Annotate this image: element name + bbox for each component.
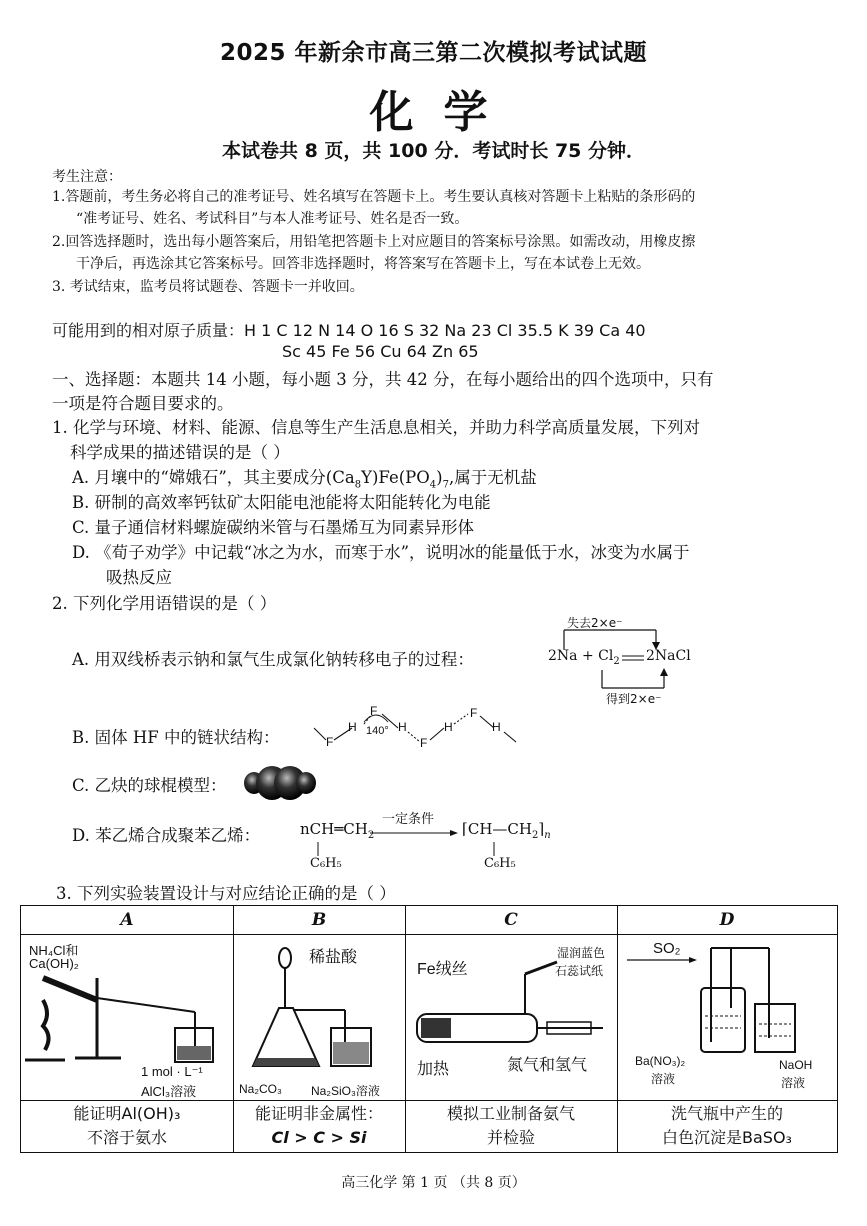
reagent-label: Ba(NO₃)₂ xyxy=(635,1054,686,1068)
notice-item-2b: 干净后，再选涂其它答案标号。回答非选择题时，将答案写在答题卡上，写在本试卷上无效。 xyxy=(76,256,650,272)
polystyrene-substituent: C₆H₅ xyxy=(484,856,516,871)
hf-atom-f4: F xyxy=(470,706,478,720)
notice-title: 考生注意： xyxy=(52,169,122,185)
equation-left: $2Na + Cl_2$ xyxy=(548,648,620,667)
hf-atom-f3: F xyxy=(420,736,428,750)
q2-option-c: C. 乙炔的球棍模型： xyxy=(72,776,227,795)
q1-stem-2: 科学成果的描述错误的是（ ） xyxy=(70,443,290,462)
acetylene-model-image xyxy=(244,764,316,802)
reagent-label: Ca(OH)₂ xyxy=(29,956,79,971)
q1-stem-1: 1. 化学与环境、材料、能源、信息等生产生活息息相关，并助力科学高质量发展，下列对 xyxy=(52,418,700,437)
equation-right: 2NaCl xyxy=(646,648,691,664)
reagent-label: NaOH xyxy=(779,1058,813,1072)
reagent-label: 石蕊试纸 xyxy=(555,964,604,978)
page-footer: 高三化学 第 1 页 （共 8 页） xyxy=(341,1175,526,1191)
notice-item-2a: 2.回答选择题时，选出每小题答案后，用铅笔把答题卡上对应题目的答案标号涂黑。如需改动，用橡皮擦 xyxy=(52,234,696,250)
styrene-formula: $nCH═CH_2$ xyxy=(300,820,375,841)
atomic-masses-line1: 可能用到的相对原子质量：H 1 C 12 N 14 O 16 S 32 Na 23 Cl 35.5 K 39 Ca 40 xyxy=(52,321,646,340)
q2-option-d: D. 苯乙烯合成聚苯乙烯： xyxy=(72,826,261,845)
q1-option-d: D. 《荀子劝学》中记载“冰之为水，而寒于水”，说明冰的能量低于水，冰变为水属于 xyxy=(72,543,690,562)
hf-atom-h1: H xyxy=(348,720,357,734)
hf-atom-f2: F xyxy=(370,704,378,718)
header-d: D xyxy=(719,910,735,930)
reagent-label: 湿润蓝色 xyxy=(557,946,606,960)
reagent-label: NH₄Cl和 xyxy=(29,943,79,958)
q2-option-a: A. 用双线桥表示钠和氯气生成氯化钠转移电子的过程： xyxy=(72,650,474,669)
styrene-substituent: C₆H₅ xyxy=(310,856,342,871)
gas-label: SO₂ xyxy=(653,940,681,957)
q1-option-a: A. 月壤中的“嫦娥石”，其主要成分$(Ca_8Y)Fe(PO_4)_7$,属于无机盐 xyxy=(72,468,537,491)
notice-item-1b: “准考证号、姓名、考试科目”与本人准考证号、姓名是否一致。 xyxy=(76,211,469,227)
exam-title: 2025 年新余市高三第二次模拟考试试题 xyxy=(219,40,648,66)
reaction-condition: 一定条件 xyxy=(382,812,435,827)
atomic-masses-line2: Sc 45 Fe 56 Cu 64 Zn 65 xyxy=(282,342,479,361)
conclusion-d: 洗气瓶中产生的 白色沉淀是BaSO₃ xyxy=(662,1104,792,1147)
reagent-label: 氮气和氢气 xyxy=(507,1057,588,1074)
gain-electrons-label: 得到2×e⁻ xyxy=(606,692,662,706)
polymerization-arrow-diagram xyxy=(300,830,600,870)
notice-item-3: 3. 考试结束，监考员将试题卷、答题卡一并收回。 xyxy=(52,279,364,295)
reagent-label: 稀盐酸 xyxy=(309,949,358,966)
solution-label: 溶液 xyxy=(651,1072,676,1086)
section-heading-2: 一项是符合题目要求的。 xyxy=(52,394,234,413)
header-c: C xyxy=(504,910,518,930)
lose-electrons-label: 失去2×e⁻ xyxy=(567,616,623,630)
q2-option-b: B. 固体 HF 中的链状结构： xyxy=(72,728,280,747)
q3-stem: 3. 下列实验装置设计与对应结论正确的是（ ） xyxy=(56,884,396,903)
hf-atom-f1: F xyxy=(326,735,334,749)
hf-angle: 140° xyxy=(366,725,389,737)
solution-label: Na₂SiO₃溶液 xyxy=(311,1084,380,1098)
q1-option-b: B. 研制的高效率钙钛矿太阳能电池能将太阳能转化为电能 xyxy=(72,493,491,512)
polystyrene-formula: $⌈CH—CH_2⌉_n$ xyxy=(462,820,551,841)
reagent-label: Na₂CO₃ xyxy=(239,1082,282,1096)
hf-atom-h4: H xyxy=(492,720,501,734)
section-heading-1: 一、选择题：本题共 14 小题，每小题 3 分，共 42 分，在每小题给出的四个选项中，只有 xyxy=(52,370,714,389)
conclusion-c: 模拟工业制备氨气 并检验 xyxy=(446,1104,575,1147)
table-divider xyxy=(21,934,837,935)
header-a: A xyxy=(120,910,134,930)
hf-atom-h3: H xyxy=(444,720,453,734)
reagent-label: Fe绒丝 xyxy=(417,961,468,978)
heating-label: 加热 xyxy=(417,1061,450,1078)
conclusion-a: 能证明Al(OH)₃ 不溶于氨水 xyxy=(73,1104,181,1147)
q1-option-c: C. 量子通信材料螺旋碳纳米管与石墨烯互为同素异形体 xyxy=(72,518,475,537)
experiment-table xyxy=(20,905,838,1153)
exam-info: 本试卷共 8 页，共 100 分．考试时长 75 分钟． xyxy=(221,140,645,162)
conclusion-b: 能证明非金属性： Cl > C > Si xyxy=(254,1104,383,1147)
q1-option-d-cont: 吸热反应 xyxy=(106,568,172,587)
concentration-label: 1 mol · L⁻¹ xyxy=(141,1064,203,1079)
notice-item-1a: 1.答题前，考生务必将自己的准考证号、姓名填写在答题卡上。考生要认真核对答题卡上粘贴的条形码的 xyxy=(52,189,696,205)
hf-atom-h2: H xyxy=(398,720,407,734)
header-b: B xyxy=(311,910,327,930)
solution-label: 溶液 xyxy=(781,1076,806,1090)
solution-label: AlCl₃溶液 xyxy=(141,1084,197,1099)
q2-stem: 2. 下列化学用语错误的是（ ） xyxy=(52,594,277,613)
subject-title: 化学 xyxy=(369,87,518,138)
